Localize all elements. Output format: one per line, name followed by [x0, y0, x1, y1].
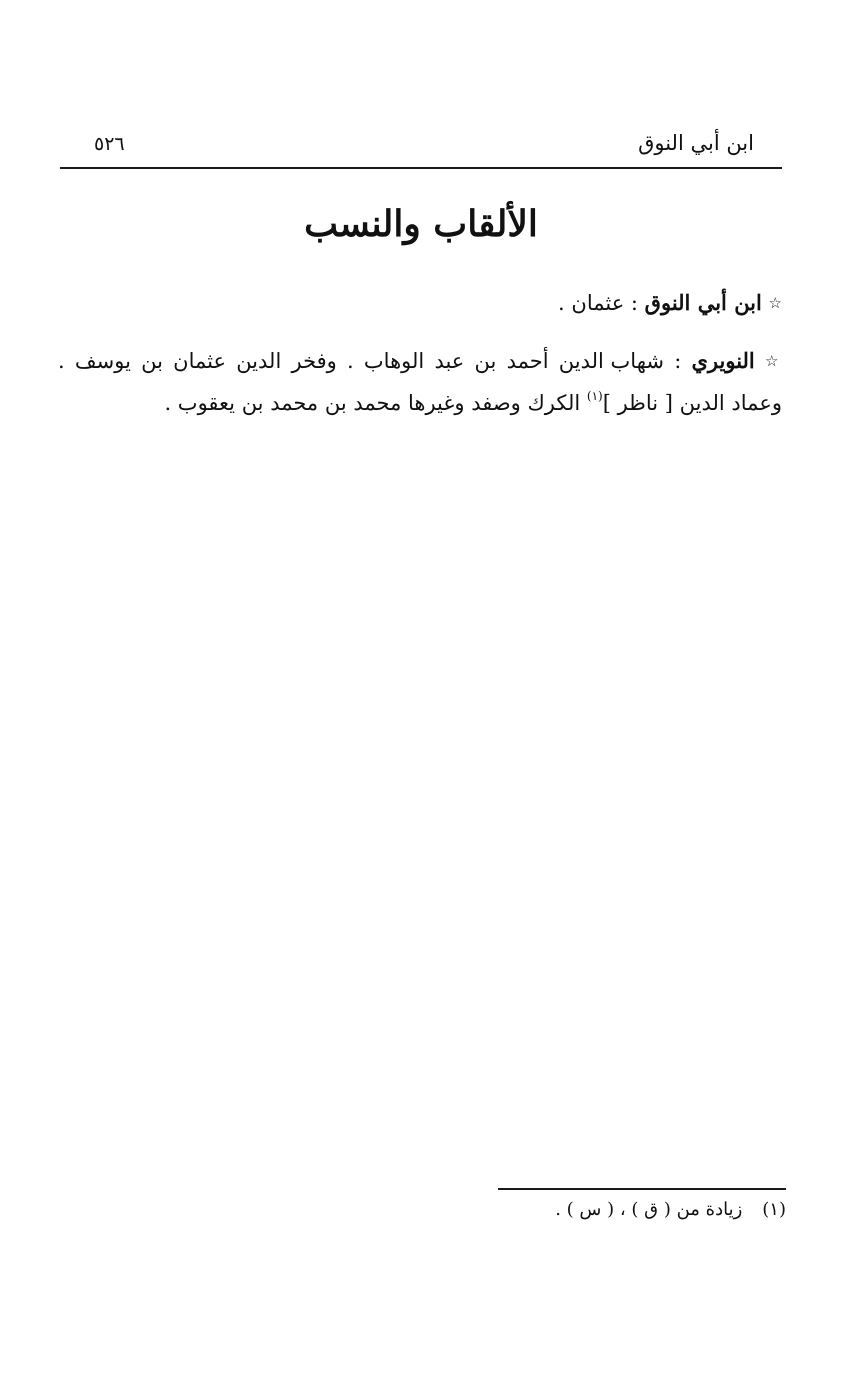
star-icon: ☆	[765, 352, 782, 370]
footnote	[450, 1196, 786, 1224]
entry-separator: :	[624, 291, 645, 315]
footnote-rule	[498, 1188, 786, 1190]
entry-text-continued: الكرك وصفد وغيرها محمد بن محمد بن يعقوب .	[164, 391, 587, 415]
footnote-reference: (١)	[586, 389, 603, 403]
entries-list	[58, 282, 782, 440]
header-rule	[60, 167, 782, 169]
star-icon: ☆	[768, 294, 782, 312]
footnote-number: (١)	[762, 1199, 786, 1220]
running-title: ابن أبي النوق	[638, 131, 754, 155]
entry-text: شهاب الدين أحمد بن عبد الوهاب . وفخر الدين عثمان بن يوسف . وعماد الدين [ ناظر ]	[58, 349, 782, 415]
entry-text: عثمان .	[558, 291, 625, 315]
page-number: ٥٢٦	[94, 133, 125, 155]
running-head	[60, 126, 782, 160]
footnote-text: زيادة من ( ق ) ، ( س ) .	[555, 1199, 743, 1220]
entry-term: النويري	[691, 348, 755, 373]
entry-al-nuwayri	[58, 340, 782, 424]
entry-separator: :	[663, 349, 692, 373]
entry-ibn-abi-alnawq	[58, 282, 782, 324]
section-title: الألقاب والنسب	[304, 203, 538, 245]
entry-term: ابن أبي النوق	[644, 290, 762, 315]
